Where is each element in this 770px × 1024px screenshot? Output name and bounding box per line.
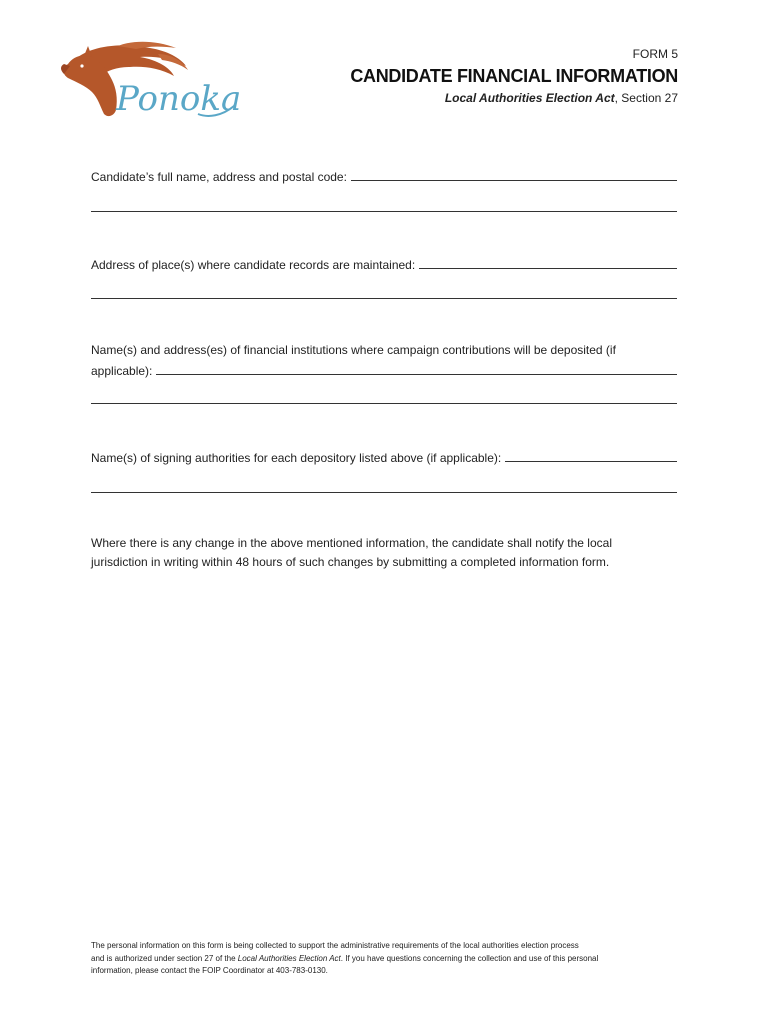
financial-institutions-input-line[interactable] [156,362,677,375]
financial-institutions-label-line1: Name(s) and address(es) of financial institutions where campaign contributions will be deposited (if [91,343,616,357]
candidate-name-address-field [91,166,677,187]
candidate-name-address-continuation-line[interactable] [91,211,677,212]
records-address-field [91,254,677,275]
records-address-input-line[interactable] [419,256,677,269]
form-subtitle [445,91,678,105]
act-name: Local Authorities Election Act [444,91,615,105]
financial-institutions-continuation-line[interactable] [91,403,677,404]
change-notice-line1: Where there is any change in the above mentioned information, the candidate shall notify the local [91,536,612,550]
form-number: FORM 5 [632,47,678,61]
form-title: CANDIDATE FINANCIAL INFORMATION [350,66,678,86]
privacy-footer-line1: The personal information on this form is being collected to support the administrative requirements of the local authorities election process [91,941,579,950]
privacy-footer [91,940,691,978]
privacy-footer-line2-start: and is authorized under section 27 of the [91,953,238,963]
change-notice [91,534,681,572]
signing-authorities-field [91,447,677,468]
act-section: , Section 27 [614,91,678,105]
records-address-continuation-line[interactable] [91,298,677,299]
change-notice-line2: jurisdiction in writing within 48 hours of such changes by submitting a completed information form. [91,555,610,569]
financial-institutions-label-line2: applicable): [91,364,153,378]
privacy-footer-line3: information, please contact the FOIP Coordinator at 403-783-0130. [91,966,328,975]
privacy-footer-act: Local Authorities Election Act [237,953,341,963]
candidate-name-address-label: Candidate’s full name, address and postal code: [91,170,347,184]
logo-text: Ponoka [116,79,242,119]
signing-authorities-input-line[interactable] [505,449,677,462]
candidate-name-address-input-line[interactable] [351,168,677,181]
horse-logo-icon [58,40,248,122]
signing-authorities-continuation-line[interactable] [91,492,677,493]
signing-authorities-label: Name(s) of signing authorities for each depository listed above (if applicable): [91,451,502,465]
records-address-label: Address of place(s) where candidate records are maintained: [91,258,416,272]
privacy-footer-line2-end: . If you have questions concerning the collection and use of this personal [340,953,599,963]
financial-institutions-field [91,341,677,381]
privacy-footer-line2 [91,953,691,966]
ponoka-logo [58,40,248,122]
